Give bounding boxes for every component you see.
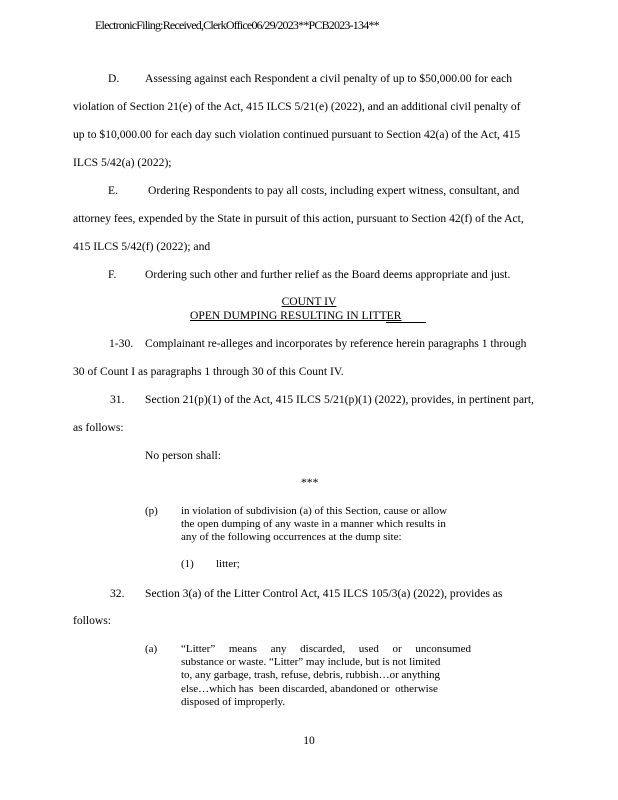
paragraph-31-line: Section 21(p)(1) of the Act, 415 ILCS 5/21(p)(1) (2022), provides, in pertinent part, bbox=[145, 393, 534, 406]
count-title-underline-extension bbox=[386, 322, 426, 323]
paragraph-32-line: follows: bbox=[73, 614, 112, 627]
paragraph-1-30-line: Complainant re-alleges and incorporates by reference herein paragraphs 1 through bbox=[145, 337, 527, 350]
relief-d-line: violation of Section 21(e) of the Act, 415 ILCS 5/21(e) (2022), and an additional civil penalty of bbox=[73, 100, 521, 113]
filing-stamp: ElectronicFiling:Received,ClerkOffice06/29/2023**PCB2023-134** bbox=[95, 18, 379, 32]
quote-litter-line: to, any garbage, trash, refuse, debris, rubbish…or anything bbox=[181, 669, 441, 681]
quote-ellipsis: *** bbox=[301, 476, 319, 489]
paragraph-31-line: as follows: bbox=[73, 421, 124, 434]
relief-e-line: 415 ILCS 5/42(f) (2022); and bbox=[73, 240, 211, 253]
count-title: OPEN DUMPING RESULTING IN LITTER bbox=[190, 309, 402, 322]
paragraph-number-1-30: 1-30. bbox=[109, 337, 134, 350]
relief-d-line: Assessing against each Respondent a civil penalty of up to $50,000.00 for each bbox=[145, 72, 513, 85]
quote-sub-text: litter; bbox=[216, 558, 240, 570]
relief-label-e: E. bbox=[108, 184, 118, 197]
paragraph-32-line: Section 3(a) of the Litter Control Act, 415 ILCS 105/3(a) (2022), provides as bbox=[145, 587, 503, 600]
count-number: COUNT IV bbox=[281, 295, 337, 308]
quote-litter-line: disposed of improperly. bbox=[181, 696, 286, 708]
relief-d-line: ILCS 5/42(a) (2022); bbox=[73, 156, 172, 169]
quote-item-label-p: (p) bbox=[145, 505, 158, 517]
page-number: 10 bbox=[303, 734, 315, 747]
quote-intro: No person shall: bbox=[145, 449, 221, 462]
quote-litter-line: substance or waste. “Litter” may include, but is not limited bbox=[181, 656, 441, 668]
quote-item-label-a: (a) bbox=[145, 643, 158, 655]
quote-litter-line: else…which has been discarded, abandoned or otherwise bbox=[181, 683, 438, 695]
relief-label-f: F. bbox=[108, 268, 117, 281]
relief-e-line: Ordering Respondents to pay all costs, including expert witness, consultant, and bbox=[148, 184, 520, 197]
relief-label-d: D. bbox=[108, 72, 120, 85]
quote-item-line: in violation of subdivision (a) of this Section, cause or allow bbox=[181, 505, 448, 517]
relief-e-line: attorney fees, expended by the State in pursuit of this action, pursuant to Section 42(f) of the Act, bbox=[73, 212, 524, 225]
quote-sub-label-1: (1) bbox=[181, 558, 194, 570]
relief-f-line: Ordering such other and further relief as the Board deems appropriate and just. bbox=[145, 268, 511, 281]
paragraph-number-32: 32. bbox=[110, 587, 125, 600]
quote-item-line: any of the following occurrences at the dump site: bbox=[181, 531, 402, 543]
quote-litter-line: “Litter” means any discarded, used or unconsumed bbox=[181, 643, 471, 655]
relief-d-line: up to $10,000.00 for each day such violation continued pursuant to Section 42(a) of the Act, 415 bbox=[73, 128, 521, 141]
quote-item-line: the open dumping of any waste in a manner which results in bbox=[181, 518, 446, 530]
paragraph-number-31: 31. bbox=[110, 393, 125, 406]
paragraph-1-30-line: 30 of Count I as paragraphs 1 through 30 of this Count IV. bbox=[73, 365, 344, 378]
